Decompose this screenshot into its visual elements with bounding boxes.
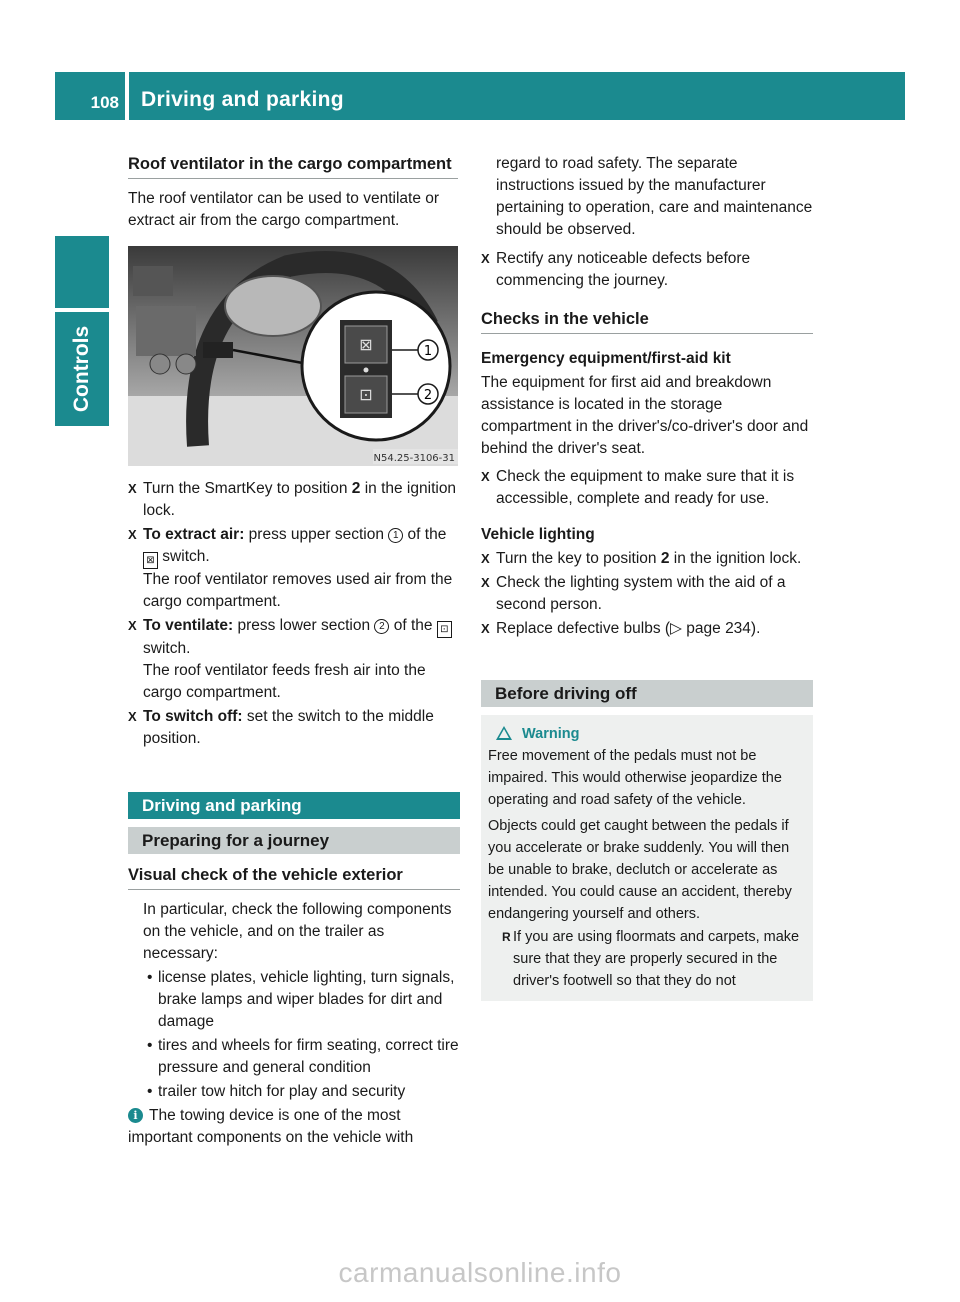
step-key-position: X Turn the key to position 2 in the ignition lock.: [481, 550, 802, 567]
left-column: [128, 153, 460, 1149]
section-band-preparing: Preparing for a journey: [128, 827, 460, 854]
ventilate-switch-icon: ⊡: [437, 621, 452, 638]
emergency-heading: Emergency equipment/first-aid kit: [481, 350, 731, 367]
step-rectify: X Rectify any noticeable defects before commencing the journey.: [481, 250, 751, 289]
warning-triangle-icon: [496, 726, 512, 740]
header-title: Driving and parking: [141, 88, 344, 111]
warning-paragraph: Free movement of the pedals must not be impaired. This would otherwise jeopardize the operating and road safety of the vehicle.: [488, 748, 782, 808]
extract-switch-icon: ⊠: [143, 552, 158, 569]
warning-list-item: R If you are using floormats and carpets, make sure that they are properly secured in the driver's footwell so that they do not: [502, 929, 800, 989]
step-extract-air: X To extract air: press upper section 1 of the ⊠ switch. The roof ventilator removes used air from the cargo compartment.: [128, 526, 453, 610]
callout-2: 2: [423, 388, 433, 403]
step-check-lighting: X Check the lighting system with the aid of a second person.: [481, 574, 786, 613]
section-2-icon: 2: [374, 619, 389, 634]
warning-box: [481, 715, 813, 1001]
list-item: • tires and wheels for firm seating, correct tire pressure and general condition: [147, 1037, 459, 1076]
step-switch-off: X To switch off: set the switch to the middle position.: [128, 708, 434, 747]
step-visual-check: In particular, check the following components on the vehicle, and on the trailer as necessary:: [143, 901, 452, 962]
checks-heading: Checks in the vehicle: [481, 308, 813, 334]
lighting-heading: Vehicle lighting: [481, 526, 595, 543]
watermark: carmanualsonline.info: [338, 1257, 622, 1288]
intro-text: The roof ventilator can be used to ventilate or extract air from the cargo compartment.: [128, 190, 440, 229]
visual-check-list: [128, 967, 460, 1103]
step-replace-bulbs: X Replace defective bulbs (▷ page 234).: [481, 620, 761, 637]
svg-text:⊠: ⊠: [359, 335, 373, 354]
warning-header: [488, 723, 806, 745]
ventilator-figure: [128, 246, 458, 466]
warning-title: Warning: [522, 726, 580, 742]
side-tab-label: Controls: [70, 325, 93, 413]
section-band-before-driving: Before driving off: [481, 680, 813, 707]
page-number: 108: [90, 93, 119, 112]
header-bar: [129, 72, 905, 120]
section-1-icon: 1: [388, 528, 403, 543]
side-tab-marker: [55, 236, 109, 308]
step-smartkey: X Turn the SmartKey to position 2 in the ignition lock.: [128, 480, 457, 519]
side-tab: [55, 312, 109, 426]
warning-paragraph: Objects could get caught between the pedals if you accelerate or brake suddenly. You will then be unable to brake, declutch or accelerate as intended. You could cause an accident, thereby endangering yourself and others.: [488, 818, 792, 922]
callout-1: 1: [423, 344, 433, 359]
right-column: [481, 153, 813, 1001]
figure-code: N54.25-3106-31: [373, 453, 455, 464]
list-item: • trailer tow hitch for play and security: [147, 1083, 406, 1100]
section-band-driving: Driving and parking: [128, 792, 460, 819]
section-heading: Roof ventilator in the cargo compartment: [128, 153, 458, 179]
svg-text:⊡: ⊡: [359, 385, 373, 404]
visual-check-heading: Visual check of the vehicle exterior: [128, 864, 460, 890]
step-check-equipment: X Check the equipment to make sure that it is accessible, complete and ready for use.: [481, 468, 795, 507]
continued-text: regard to road safety. The separate instructions issued by the manufacturer pertaining to operation, care and maintenance should be observed.: [496, 155, 813, 238]
page-ref-arrow-icon: ▷: [670, 620, 682, 637]
page-number-box: [55, 72, 125, 120]
info-note: i The towing device is one of the most important components on the vehicle with: [128, 1107, 414, 1146]
list-item: • license plates, vehicle lighting, turn signals, brake lamps and wiper blades for dirt and damage: [147, 969, 455, 1030]
step-ventilate: X To ventilate: press lower section 2 of the ⊡ switch. The roof ventilator feeds fresh air into the cargo compartment.: [128, 615, 460, 704]
cockpit-illustration: [128, 246, 458, 466]
emergency-text: The equipment for first aid and breakdown assistance is located in the storage compartment in the driver's/co-driver's door and behind the driver's seat.: [481, 374, 809, 457]
info-icon: i: [128, 1108, 143, 1123]
